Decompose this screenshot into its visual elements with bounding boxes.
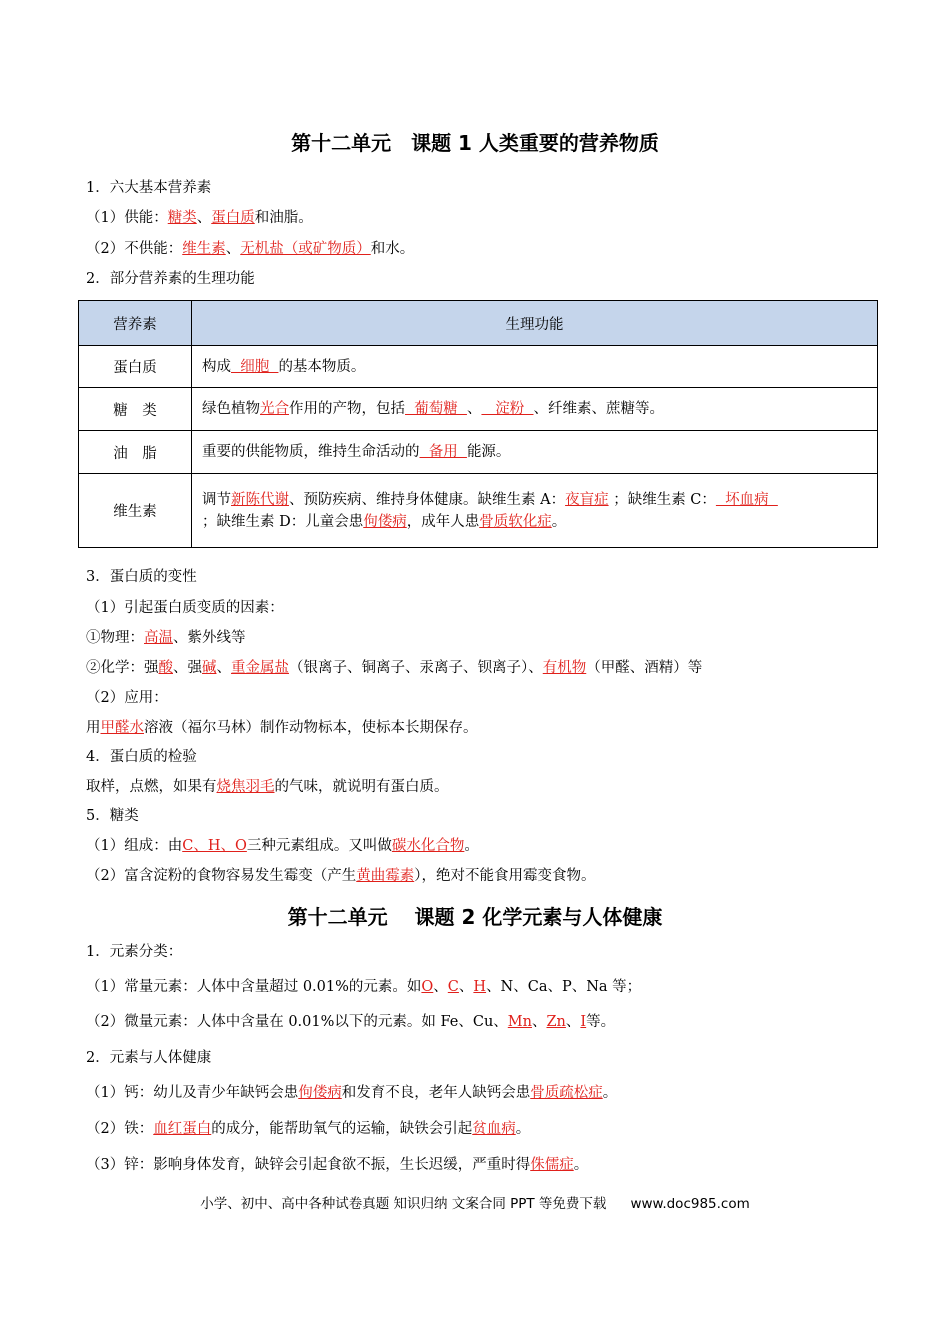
s3-line1: （1）引起蛋白质变质的因素： [86,600,284,616]
answer-blank: 备用 [419,444,467,460]
table-row: 蛋白质 构成 细胞 的基本物质。 [79,346,878,388]
answer-blank: I [580,1014,587,1030]
t2s2-line3: （3）锌：影响身体发育，缺锌会引起食欲不振，生长迟缓，严重时得侏儒症。 [86,1157,589,1173]
s1-line2: （2）不供能：维生素、无机盐（或矿物质）和水。 [86,241,415,257]
s3-heading: 3．蛋白质的变性 [86,569,197,585]
t2s2-line1: （1）钙：幼儿及青少年缺钙会患佝偻病和发育不良，老年人缺钙会患骨质疏松症。 [86,1085,618,1101]
lesson2-title: 第十二单元 课题 2 化学元素与人体健康 [287,905,663,929]
t2s1-line2: （2）微量元素：人体中含量在 0.01%以下的元素。如 Fe、Cu、Mn、Zn、I等。 [86,1014,616,1030]
answer-blank: 葡萄糖 [405,401,467,417]
answer-blank: 碱 [202,660,217,676]
footer-url[interactable]: www.doc985.com [630,1196,750,1212]
answer-blank: 骨质软化症 [479,513,552,530]
answer-blank: 酸 [158,660,173,676]
t2s2-line2: （2）铁：血红蛋白的成分，能帮助氧气的运输，缺铁会引起贫血病。 [86,1121,531,1137]
answer-blank: 夜盲症 [565,491,609,508]
answer-blank: 糖类 [167,210,197,226]
answer-blank: 有机物 [542,660,587,676]
answer-blank: 无机盐（或矿物质） [240,241,371,257]
answer-blank: C、H、O [182,838,247,854]
table-row: 维生素 调节新陈代谢、预防疾病、维持身体健康。缺维生素 A：夜盲症 ；缺维生素 C： 坏血病 ；缺维生素 D：儿童会患佝偻病，成年人患骨质软化症。 [79,474,878,548]
s3-line2: ①物理：高温、紫外线等 [86,630,246,646]
table-row: 油 脂 重要的供能物质，维持生命活动的 备用 能源。 [79,431,878,474]
s5-heading: 5．糖类 [86,808,139,824]
lesson1-title: 第十二单元 课题 1 人类重要的营养物质 [291,131,659,155]
s1-heading: 1．六大基本营养素 [86,180,212,196]
answer-blank: 佝偻病 [363,513,407,530]
footer [0,1192,950,1212]
answer-blank: O [421,979,434,995]
answer-blank: Mn [507,1014,532,1030]
answer-blank: 重金属盐 [231,660,289,676]
answer-blank: 蛋白质 [211,210,255,226]
answer-blank: 烧焦羽毛 [216,779,275,795]
s4-line1: 取样，点燃，如果有烧焦羽毛的气味，就说明有蛋白质。 [86,779,449,795]
t2s1-heading: 1．元素分类： [86,944,183,960]
table-header-row [79,301,878,346]
s5-line2: （2）富含淀粉的食物容易发生霉变（产生黄曲霉素），绝对不能食用霉变食物。 [86,868,596,884]
answer-blank: H [473,979,487,995]
answer-blank: 光合 [260,401,289,417]
s3-line4: （2）应用： [86,690,168,706]
answer-blank: Zn [546,1014,566,1030]
answer-blank: 碳水化合物 [391,838,465,854]
s4-heading: 4．蛋白质的检验 [86,749,197,765]
footer-text: 小学、初中、高中各种试卷真题 知识归纳 文案合同 PPT 等免费下载 [200,1196,607,1212]
answer-blank: 细胞 [231,358,279,375]
s3-line5: 用甲醛水溶液（福尔马林）制作动物标本，使标本长期保存。 [86,720,478,736]
s1-line1: （1）供能：糖类、蛋白质和油脂。 [86,210,313,226]
answer-blank: C [447,979,459,995]
answer-blank: 黄曲霉素 [356,868,415,884]
answer-blank: 新陈代谢 [231,491,289,508]
answer-blank: 高温 [144,630,173,646]
answer-blank: 维生素 [182,241,226,257]
nutrient-function-table [78,300,878,548]
answer-blank: 甲醛水 [100,720,144,736]
t2s2-heading: 2．元素与人体健康 [86,1050,212,1066]
table-header-nutrient: 营养素 [79,301,192,346]
answer-blank: 佝偻病 [298,1085,342,1101]
answer-blank: 坏血病 [715,491,778,508]
s5-line1: （1）组成：由C、H、O三种元素组成。又叫做碳水化合物。 [86,838,479,854]
table-row: 糖 类 绿色植物光合作用的产物，包括 葡萄糖 、 淀粉 、纤维素、蔗糖等。 [79,388,878,431]
t2s1-line1: （1）常量元素：人体中含量超过 0.01%的元素。如O、C、H、N、Ca、P、Na 等； [86,979,642,995]
answer-blank: 淀粉 [481,401,534,417]
answer-blank: 血红蛋白 [153,1121,212,1137]
answer-blank: 骨质疏松症 [530,1085,603,1101]
table-header-function: 生理功能 [192,301,878,346]
s3-line3: ②化学：强酸、强碱、重金属盐（银离子、铜离子、汞离子、钡离子）、有机物（甲醛、酒精）等 [86,660,703,676]
answer-blank: 贫血病 [472,1121,516,1137]
answer-blank: 侏儒症 [530,1157,574,1173]
s2-heading: 2．部分营养素的生理功能 [86,271,255,287]
